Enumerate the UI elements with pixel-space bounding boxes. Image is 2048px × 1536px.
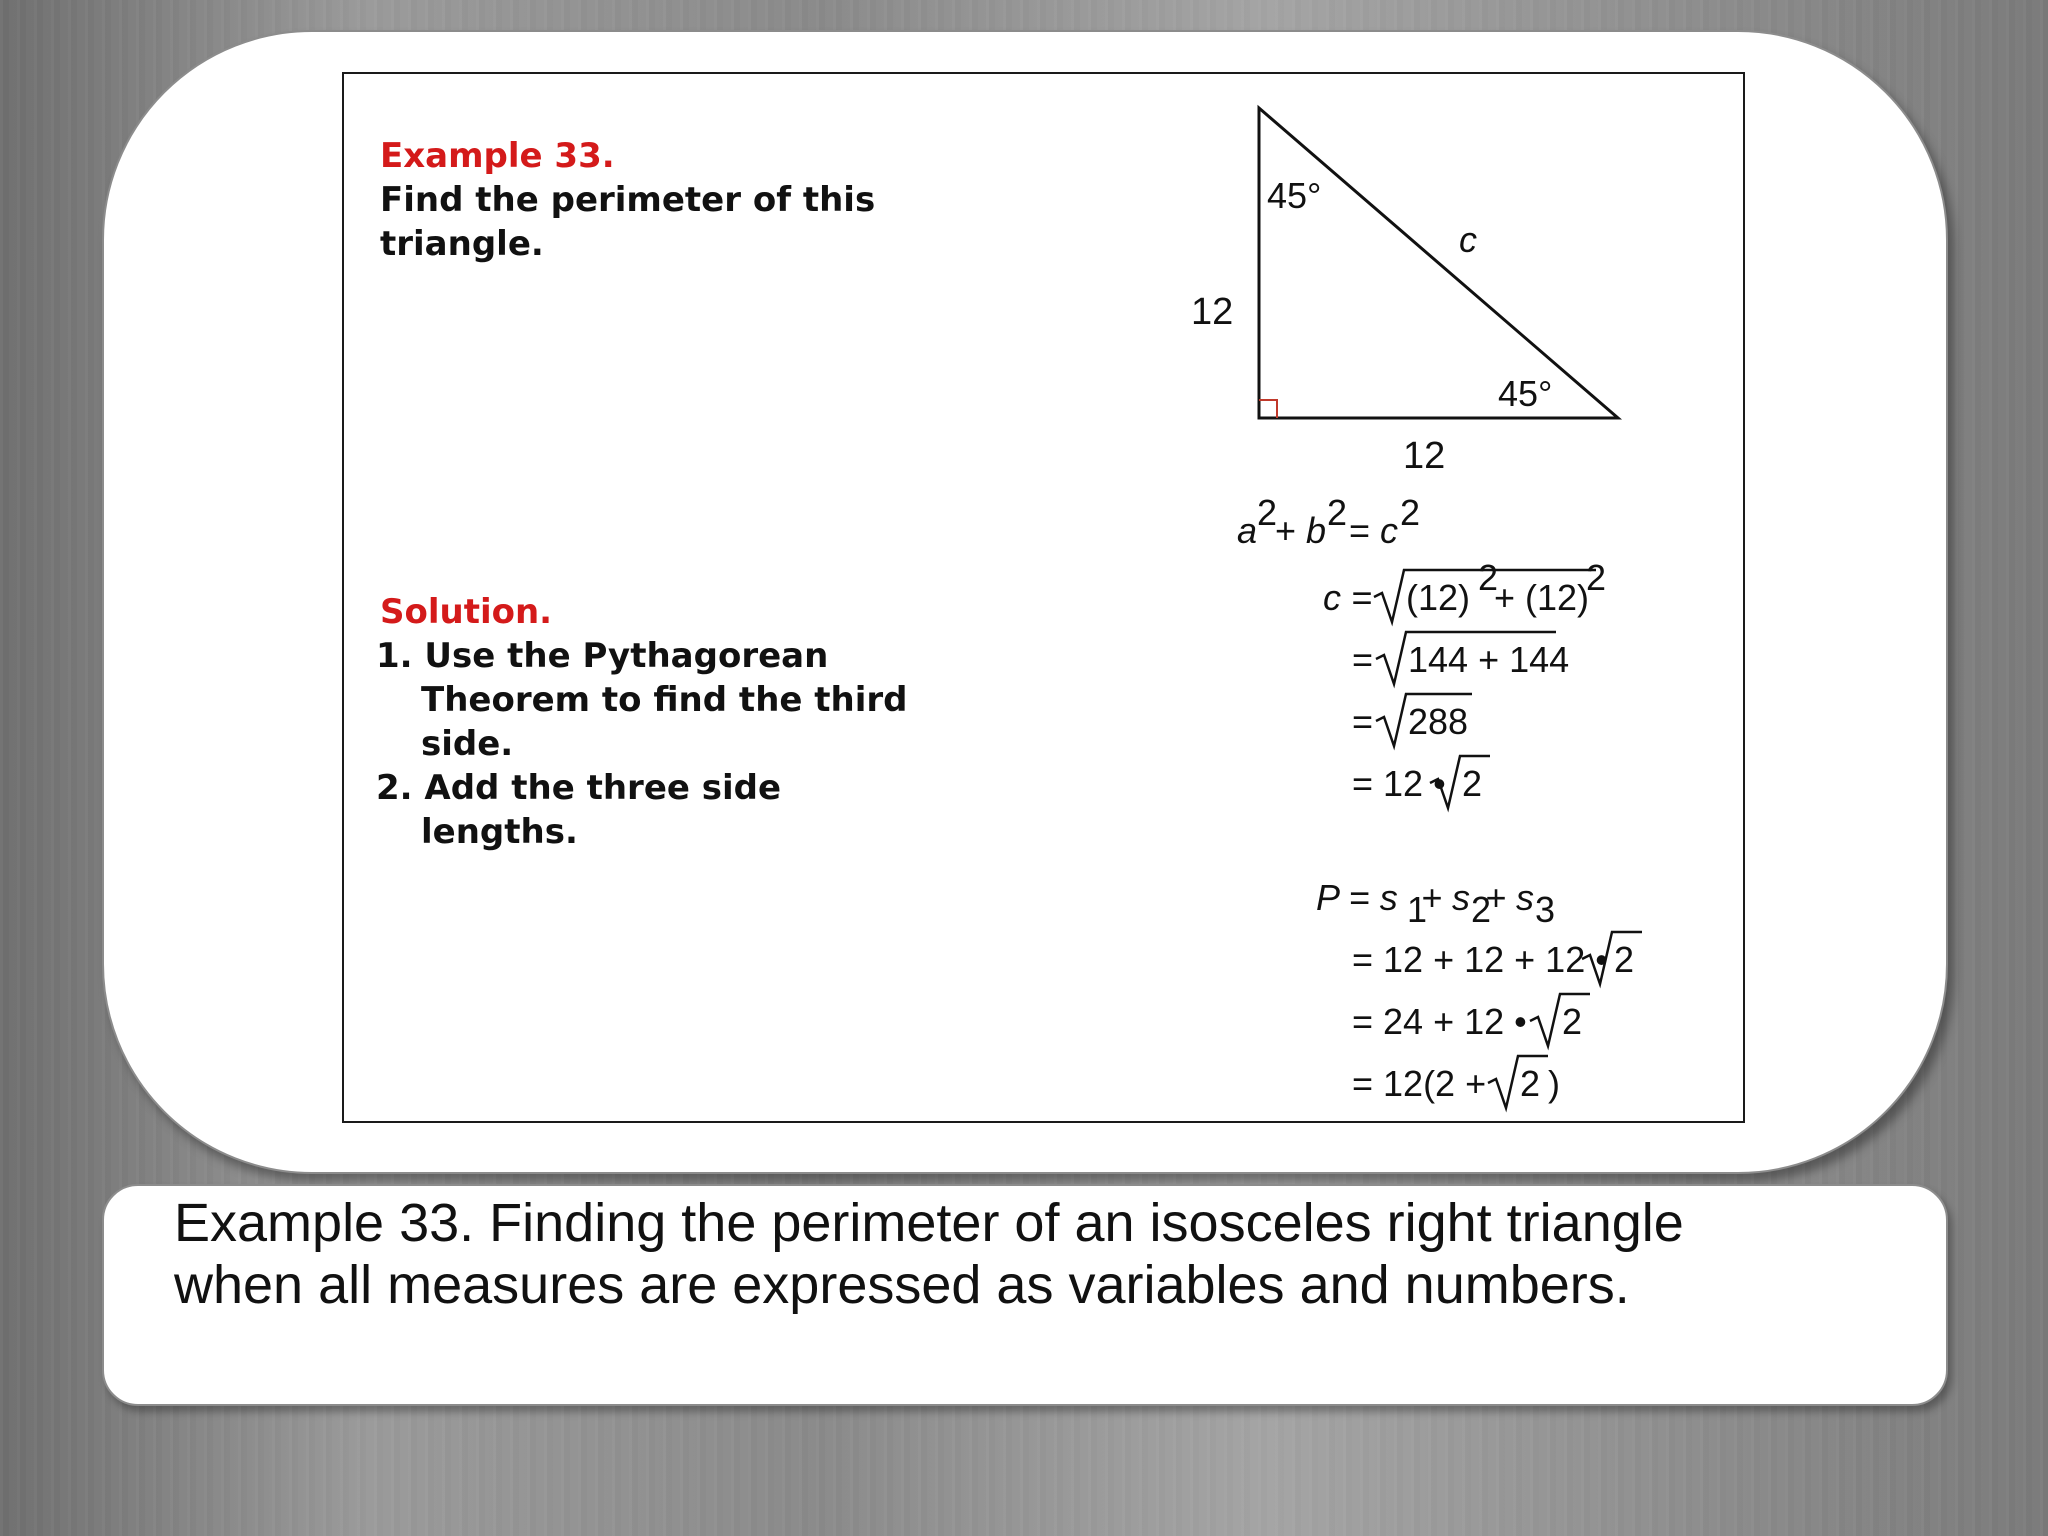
problem-line-1: Find the perimeter of this	[380, 180, 876, 220]
perimeter-step-3: = 24 + 12 •	[1352, 1001, 1527, 1042]
triangle-shape	[1259, 108, 1618, 418]
math-work	[1237, 492, 1642, 1108]
step-c3-value: 288	[1408, 701, 1469, 742]
perimeter-step-4: = 12(2 +	[1352, 1063, 1487, 1104]
step-c-rad-2: + (12)	[1494, 577, 1590, 618]
pyth-b-exp: 2	[1327, 492, 1348, 533]
perimeter-step-3-rad: 2	[1562, 1001, 1583, 1042]
pyth-a-exp: 2	[1257, 492, 1278, 533]
step-c2-eq: =	[1352, 639, 1374, 680]
caption-line-2: when all measures are expressed as variables and numbers.	[174, 1255, 1630, 1315]
solution-heading: Solution.	[380, 592, 553, 632]
perimeter-step-2-rad: 2	[1614, 939, 1635, 980]
example-slide	[342, 72, 1745, 1123]
step-c4-rad: 2	[1462, 763, 1483, 804]
step-c-exp-1: 2	[1478, 557, 1499, 598]
step-2-line-2: lengths.	[421, 812, 578, 852]
perimeter-plus-s2: + s	[1421, 877, 1471, 918]
angle-label-right: 45°	[1498, 373, 1553, 414]
perimeter-step-4-rad: 2	[1520, 1063, 1541, 1104]
hypotenuse-label: c	[1459, 219, 1477, 260]
perimeter-sub-3: 3	[1535, 889, 1556, 930]
step-1-line-3: side.	[421, 724, 514, 764]
step-c4-coef: = 12 •	[1352, 763, 1446, 804]
pyth-plus: +	[1275, 510, 1297, 551]
angle-label-top: 45°	[1267, 175, 1322, 216]
bottom-side-label: 12	[1403, 435, 1446, 477]
caption-text	[174, 1192, 1914, 1316]
step-c-rad-1: (12)	[1406, 577, 1471, 618]
step-c3-eq: =	[1352, 701, 1374, 742]
caption-box	[102, 1184, 1948, 1406]
step-c-exp-2: 2	[1586, 557, 1607, 598]
left-side-label: 12	[1191, 291, 1234, 333]
perimeter-sub-1: 1	[1407, 889, 1428, 930]
perimeter-plus-s3: + s	[1485, 877, 1535, 918]
step-c-lhs: c =	[1323, 577, 1373, 618]
right-angle-marker	[1259, 400, 1277, 418]
caption-line-1: Example 33. Finding the perimeter of an isosceles right triangle	[174, 1193, 1684, 1253]
pyth-b: b	[1306, 510, 1327, 551]
pyth-c-exp: 2	[1400, 492, 1421, 533]
pyth-eq: =	[1349, 510, 1371, 551]
perimeter-lhs: P = s	[1316, 877, 1398, 918]
step-c2-value: 144 + 144	[1408, 639, 1570, 680]
step-1-line-1: 1. Use the Pythagorean	[376, 636, 829, 676]
example-heading: Example 33.	[380, 136, 615, 176]
pyth-a: a	[1237, 510, 1258, 551]
pyth-c: c	[1380, 510, 1398, 551]
triangle-diagram	[344, 74, 1747, 1125]
perimeter-sub-2: 2	[1471, 889, 1492, 930]
perimeter-step-2: = 12 + 12 + 12 •	[1352, 939, 1608, 980]
problem-line-2: triangle.	[380, 224, 544, 264]
perimeter-step-4-close: )	[1548, 1063, 1560, 1104]
step-1-line-2: Theorem to find the third	[421, 680, 908, 720]
step-2-line-1: 2. Add the three side	[376, 768, 782, 808]
